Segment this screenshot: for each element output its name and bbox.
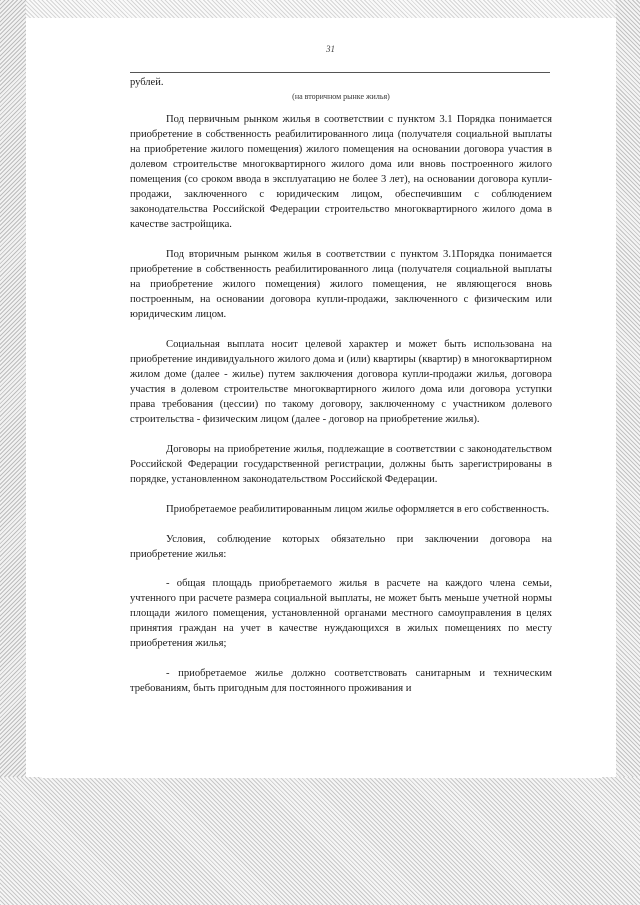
paragraph-sanitary-condition: - приобретаемое жилье должно соответствовать санитарным и техническим требованиям, быть пригодным для постоянного проживания и xyxy=(130,668,552,694)
page-number: 31 xyxy=(326,44,335,54)
paragraph-registration: Договоры на приобретение жилья, подлежащие в соответствии с законодательством Российской Федерации государственной регистрации, должны быть зарегистрированы в порядке, установленном законодательством Российской Федерации. xyxy=(130,444,552,485)
continued-text: рублей. xyxy=(130,77,164,88)
paragraph-primary-market: Под первичным рынком жилья в соответствии с пунктом 3.1 Порядка понимается приобретение в собственность реабилитированного лица (получателя социальной выплаты на приобретение жилого помещения) жилого помещения на основании договора участия в долевом строительстве многоквартирного жилого дома или вновь построенного жилого помещения (со сроком ввода в эксплуатацию не более 3 лет), на основании договора купли-продажи, заключенного с юридическим лицом, обеспечившим с соблюдением законодательства Российской Федерации строительство многоквартирного жилого дома в качестве застройщика. xyxy=(130,114,552,230)
paragraph-secondary-market: Под вторичным рынком жилья в соответствии с пунктом 3.1Порядка понимается приобретение в собственность реабилитированного лица (получателя социальной выплаты на приобретение жилого помещения) жилого помещения, не являющегося вновь построенным, на основании договора купли-продажи, заключенного с физическим или юридическим лицом. xyxy=(130,249,552,320)
paragraph-conditions: Условия, соблюдение которых обязательно при заключении договора на приобретение жилья: xyxy=(130,534,552,560)
paragraph-ownership: Приобретаемое реабилитированным лицом жилье оформляется в его собственность. xyxy=(166,504,550,515)
paragraph-area-condition: - общая площадь приобретаемого жилья в расчете на каждого члена семьи, учтенного при расчете размера социальной выплаты, не может быть меньше учетной нормы площади жилого помещения, установленной органами местного самоуправления в целях принятия граждан на учет в качестве нуждающихся в жилых помещениях по месту приобретения жилья; xyxy=(130,578,552,649)
scan-edge-bottom xyxy=(0,777,640,905)
scan-edge-top xyxy=(0,0,640,18)
document-body xyxy=(130,112,552,711)
paragraph-social-payment: Социальная выплата носит целевой характер и может быть использована на приобретение индивидуального жилого дома и (или) квартиры (квартир) в многоквартирном жилом доме (далее - жилье) путем заключения договора купли-продажи жилья, договора участия в долевом строительстве многоквартирного жилого дома или договора уступки права требования (цессии) по такому договору, заключенному с участником долевого строительства - физическим лицом (далее - договор на приобретение жилья). xyxy=(130,339,552,425)
scan-edge-left xyxy=(0,0,26,905)
table-caption: (на вторичном рынке жилья) xyxy=(292,92,390,101)
scan-edge-right xyxy=(616,0,640,905)
header-rule xyxy=(130,72,550,73)
